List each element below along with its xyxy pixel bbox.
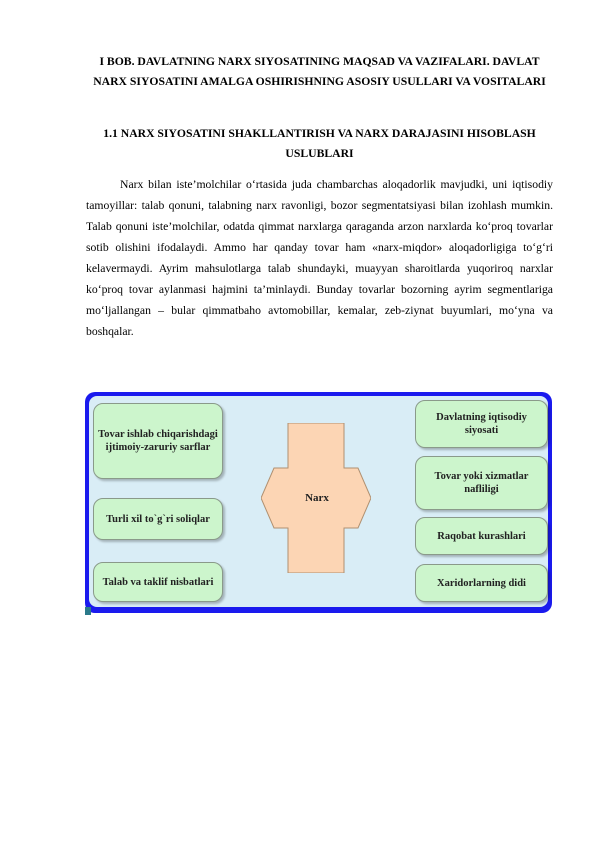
body-paragraph: Narx bilan iste’molchilar o‘rtasida juda chambarchas aloqadorlik mavjudki, uni iqtisodiy tamoyillar: talab qonuni, talabning narx ravonligi, bozor segmentatsiyasi bilan izohlash mumkin. Talab qonuni iste’molchilar, odatda qimmat narxlarga qaraganda arzon narxlarda ko‘proq tovarlar sotib olishini ifodalaydi. Ammo har qanday tovar ham «narx-miqdor» aloqadorligiga to‘g‘ri kelavermaydi. Ayrim mahsulotlarga talab shundayki, muayyan sharoitlarda yuqoriroq narxlar ko‘proq tovar aylanmasi hajmini ta’minlaydi. Bunday tovarlar bozorning ayrim segmentlariga mo‘ljallangan – bular qimmatbaho avtomobillar, kemalar, zeb-ziynat buyumlari, mo‘yna va boshqalar. <box>86 178 553 338</box>
center-label: Narx <box>305 492 329 504</box>
diagram-background <box>89 396 548 607</box>
right-factor-box: Davlatning iqtisodiy siyosati <box>415 400 548 448</box>
left-factor-box: Turli xil to`g`ri soliqlar <box>93 498 223 540</box>
chapter-heading: I BOB. DAVLATNING NARX SIYOSATINING MAQSAD VA VAZIFALARI. DAVLAT NARX SIYOSATINI AMALGA OSHIRISHNING ASOSIY USULLARI VA VOSITALARI <box>93 55 546 88</box>
section-heading: 1.1 NARX SIYOSATINI SHAKLLANTIRISH VA NARX DARAJASINI HISOBLASH USLUBLARI <box>103 127 536 160</box>
price-factors-diagram <box>85 392 552 613</box>
right-factor-box: Xaridorlarning didi <box>415 564 548 602</box>
left-factor-box: Talab va taklif nisbatlari <box>93 562 223 602</box>
right-factor-box: Raqobat kurashlari <box>415 517 548 555</box>
left-factor-box: Tovar ishlab chiqarishdagi ijtimoiy-zaruriy sarflar <box>93 403 223 479</box>
right-factor-box: Tovar yoki xizmatlar nafliligi <box>415 456 548 510</box>
corner-mark <box>85 607 91 615</box>
